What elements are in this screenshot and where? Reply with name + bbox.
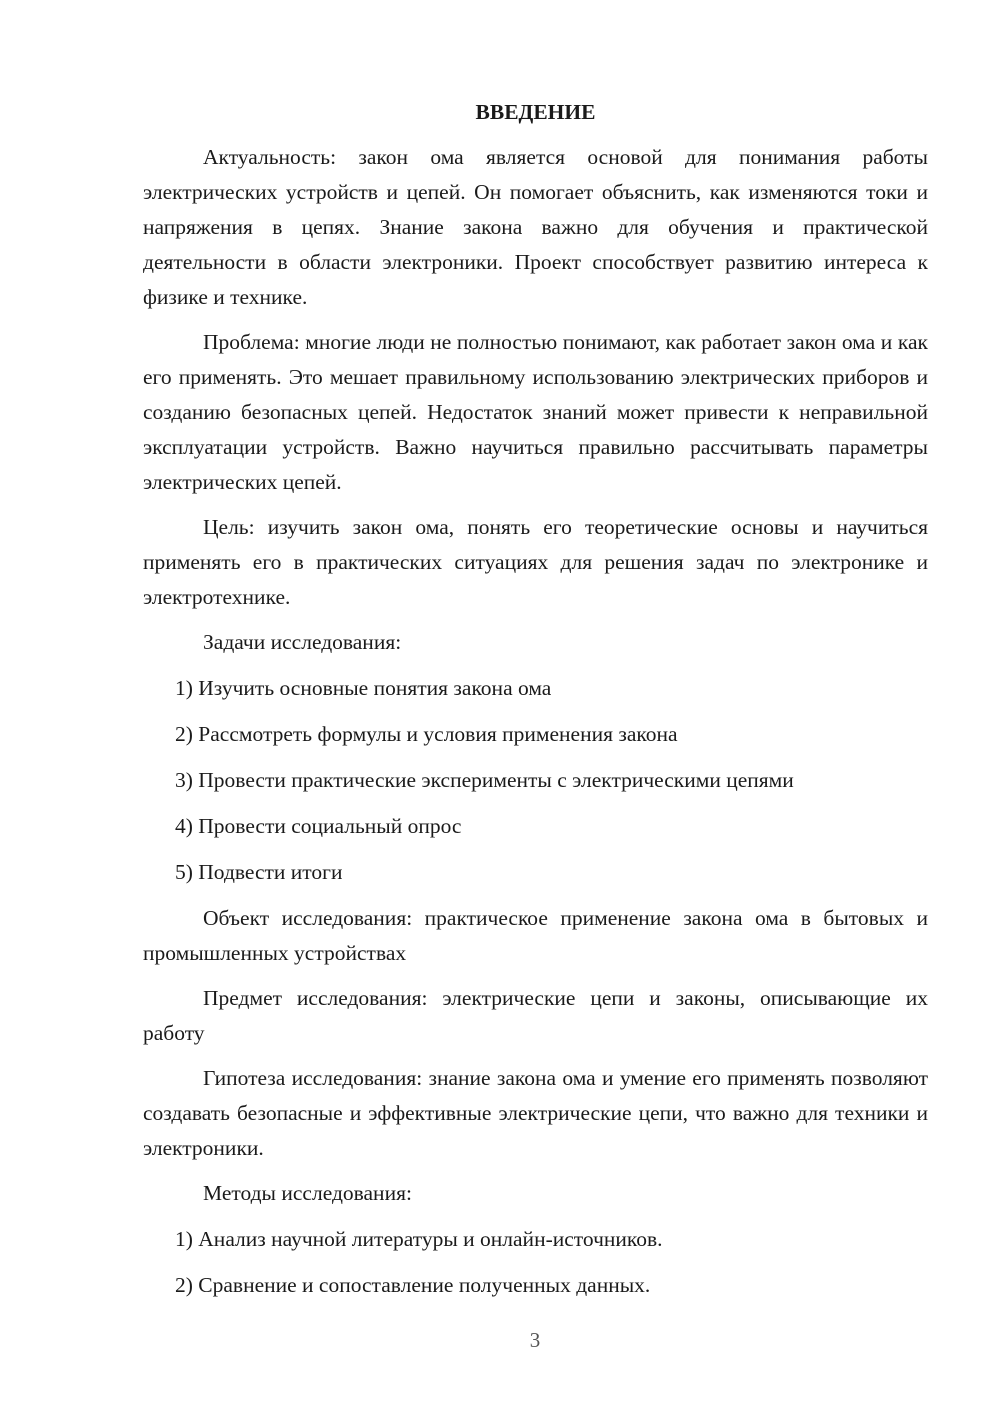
tasks-list (143, 671, 928, 890)
task-item: 5) Подвести итоги (175, 860, 343, 884)
method-item: 2) Сравнение и сопоставление полученных данных. (175, 1273, 651, 1297)
methods-heading: Методы исследования: (203, 1181, 412, 1205)
relevance-paragraph: Актуальность: закон ома является основой для понимания работы электрических устройств и цепей. Он помогает объяснить, как изменяются токи и напряжения в цепях. Знание закона важно для обучения и практической деятельности в области электроники. Проект способствует развитию интереса к физике и технике. (143, 145, 928, 309)
goal-paragraph: Цель: изучить закон ома, понять его теоретические основы и научиться применять его в практических ситуациях для решения задач по электронике и электротехнике. (143, 515, 928, 609)
methods-list (143, 1222, 928, 1303)
hypothesis-paragraph: Гипотеза исследования: знание закона ома и умение его применять позволяют создавать безопасные и эффективные электрические цепи, что важно для техники и электроники. (143, 1066, 928, 1160)
task-item: 4) Провести социальный опрос (175, 814, 462, 838)
section-title: ВВЕДЕНИЕ (475, 100, 596, 124)
subject-paragraph: Предмет исследования: электрические цепи и законы, описывающие их работу (143, 986, 928, 1045)
task-item: 1) Изучить основные понятия закона ома (175, 676, 552, 700)
object-paragraph: Объект исследования: практическое применение закона ома в бытовых и промышленных устройствах (143, 906, 928, 965)
problem-paragraph: Проблема: многие люди не полностью понимают, как работает закон ома и как его применять. Это мешает правильному использованию электрических приборов и созданию безопасных цепей. Недостаток знаний может привести к неправильной эксплуатации устройств. Важно научиться правильно рассчитывать параметры электрических цепей. (143, 330, 928, 494)
page-content (143, 95, 928, 1314)
method-item: 1) Анализ научной литературы и онлайн-источников. (175, 1227, 663, 1251)
tasks-heading: Задачи исследования: (203, 630, 402, 654)
page-number: 3 (529, 1328, 541, 1352)
task-item: 3) Провести практические эксперименты с электрическими цепями (175, 768, 794, 792)
task-item: 2) Рассмотреть формулы и условия применения закона (175, 722, 678, 746)
